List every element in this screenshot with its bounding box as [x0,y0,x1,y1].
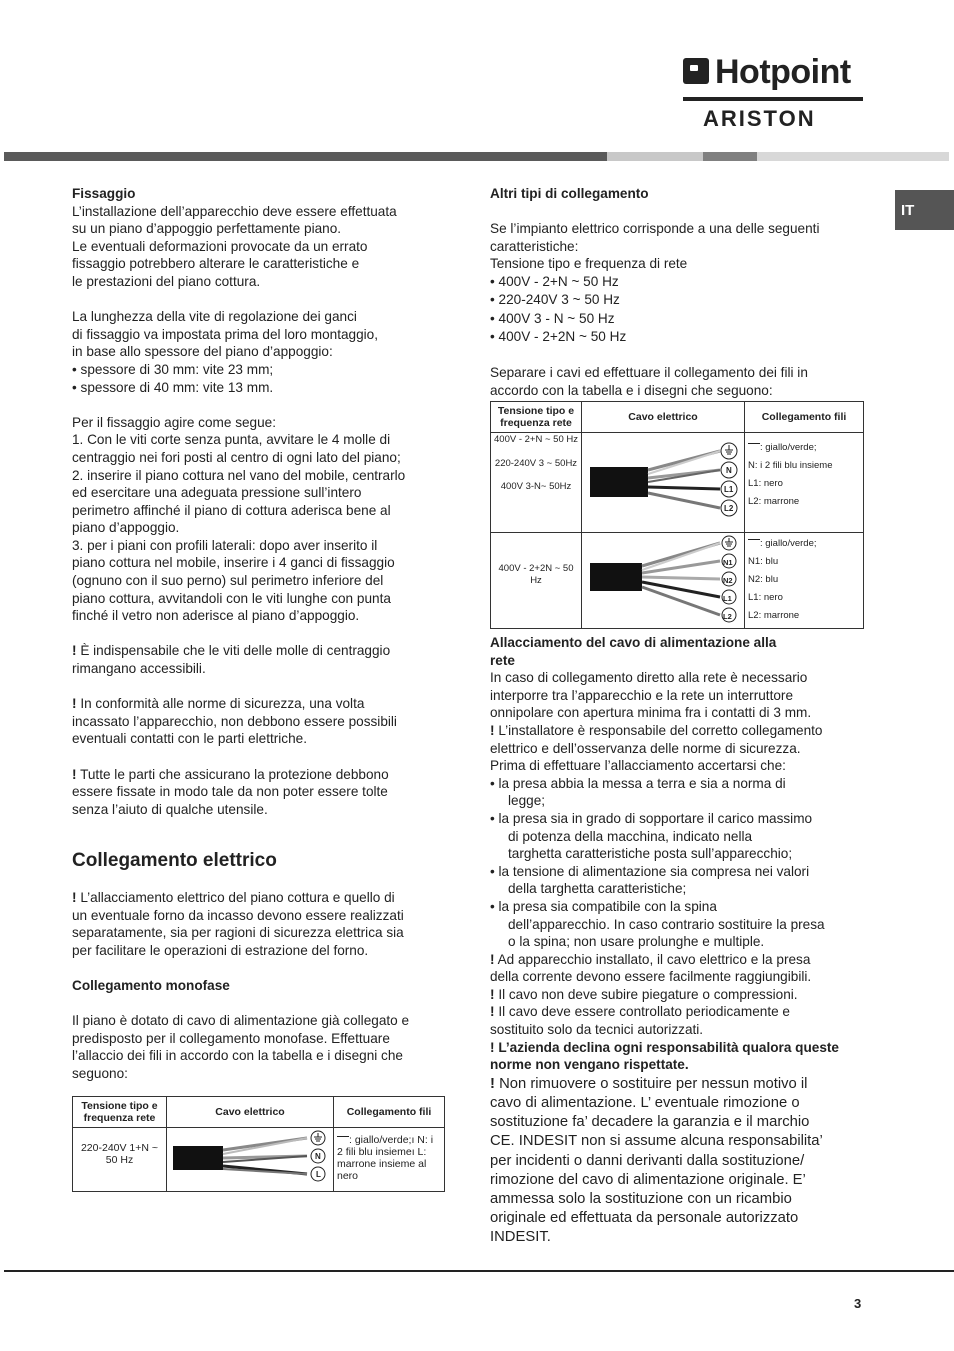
text-line: sostituito solo da tecnici autorizzati. [490,1022,704,1038]
header-band-light-2 [757,152,949,161]
bullet-item-cont: della targhetta caratteristiche; [508,881,687,897]
table-header: Tensione tipo e frequenza rete [73,1097,167,1128]
warning-line [490,986,865,1004]
bullet-item-cont: legge; [508,793,546,809]
text-line: Il piano è dotato di cavo di alimentazione già collegato e [72,1013,410,1029]
voltage-line: 400V - 2+N ~ 50 Hz [494,434,578,445]
cable-diagram-4wire [582,533,744,625]
header-band-light [607,152,703,161]
terminal-label: L [316,1170,321,1179]
text-line: un eventuale forno da incasso devono essere realizzati [72,907,404,923]
trifase-table [490,401,864,629]
text-line: su un piano d’appoggio perfettamente piano. [72,221,342,237]
bullet-item: • la presa abbia la messa a terra e sia a norma di [490,775,786,791]
text-line: incassato l’apparecchio, non debbono essere possibili [72,713,397,729]
table-cell-connection [334,1128,445,1192]
right-column [490,185,865,399]
warning-text: Ad apparecchio installato, il cavo elettrico e la presa [497,951,811,967]
bullet-item: • spessore di 40 mm: vite 13 mm. [72,379,274,395]
ground-icon [748,539,760,546]
bullet-item-cont: targhetta caratteristiche posta sull’apparecchio; [508,846,793,862]
allaccio-heading-2: rete [490,652,515,668]
brand-sub: ARISTON [703,106,816,131]
text-line: onnipolare con apertura minima fra i contatti di 3 mm. [490,705,812,721]
text-line: rimozione del cavo di alimentazione originale. E’ [490,1171,806,1188]
text-line: separatamente, sia per ragioni di sicurezza elettrica sia [72,925,404,941]
cable-diagram-3wire [582,433,744,529]
connection-line: : giallo/verde; [760,538,817,549]
cable-diagram-monofase [167,1128,333,1188]
hotpoint-logo-mark [683,58,709,84]
connection-line: : giallo/verde; [760,442,817,453]
terminal-label: N2 [723,576,733,585]
language-tab-label: IT [901,202,915,219]
terminal-label: N [315,1152,321,1161]
warning-mark: ! [72,643,77,659]
text-line: INDESIT. [490,1229,551,1246]
warning-line [72,642,452,660]
text-line: ammessa solo la sostituzione con un ricambio [490,1191,792,1208]
warning-text: Il cavo non deve subire piegature o compressioni. [498,986,798,1002]
text-line: 3. per i piani con profili laterali: dopo aver inserito il [72,537,378,553]
text-line: essere fissate in modo tale da non poter essere tolte [72,784,388,800]
text-line: eventuali contatti con le parti elettriche. [72,731,308,747]
table-header: Cavo elettrico [582,402,745,433]
bullet-item-cont: di potenza della macchina, indicato nella [508,828,753,844]
warning-line [72,766,452,784]
table-header: Collegamento fili [745,402,864,433]
text-line: Tensione tipo e frequenza di rete [490,256,688,272]
text-line: per incidenti o danni derivanti dalla sostituzione/ [490,1152,805,1169]
terminal-label: L1 [723,594,732,603]
cable-warning-block [490,1075,865,1248]
text-line: le prestazioni del piano cottura. [72,273,261,289]
cable-diagram-cell [167,1128,334,1192]
collegamento-heading: Collegamento elettrico [72,850,277,871]
terminal-label: L2 [724,504,734,513]
connection-line: L2: marrone [748,610,800,621]
text-line: finché il vetro non aderisce al piano d’appoggio. [72,608,360,624]
text-line: predisposto per il collegamento monofase. Effettuare [72,1030,390,1046]
warning-line [490,1003,865,1021]
bullet-item: • la tensione di alimentazione sia compresa nei valori [490,863,810,879]
text-line: della corrente devono essere facilmente raggiungibili. [490,969,812,985]
bullet-item: • la presa sia in grado di sopportare il carico massimo [490,810,813,826]
header-band-mid [703,152,757,161]
text-line: piano cottura, avvitandoli con le viti lunghe con punta [72,590,391,606]
terminal-label: N [726,466,732,475]
warning-line [490,951,865,969]
warning-mark: ! [490,1004,495,1020]
connection-line: N: i 2 fili blu insieme [748,460,833,471]
text-line: (ognuno con il suo perno) sul perimetro inferiore del [72,573,384,589]
text-line: fissaggio potrebbero alterare le caratteristiche e [72,256,360,272]
table-cell-connection [745,533,864,629]
text-line: 1. Con le viti corte senza punta, avvitare le 4 molle di [72,432,391,448]
voltage-line: 220-240V 3 ~ 50Hz [494,457,578,469]
warning-text: L’allacciamento elettrico del piano cottura e quello di [80,890,395,905]
text-line-bold: norme non vengano rispettate. [490,1057,689,1073]
terminal-label: L2 [723,612,732,621]
footer-rule [4,1270,954,1272]
cable-diagram-cell [582,533,745,629]
table-cell-voltage [491,433,582,533]
text-line: per facilitare le operazioni di estrazione del forno. [72,942,369,958]
warning-text: Il cavo deve essere controllato periodicamente e [498,1004,790,1020]
text-line: L’installazione dell’apparecchio deve essere effettuata [72,203,397,219]
bullet-item: • 400V 3 - N ~ 50 Hz [490,310,615,326]
table-header: Collegamento fili [334,1097,445,1128]
voltage-line: 400V 3-N~ 50Hz [500,481,572,492]
table-header: Tensione tipo e frequenza rete [491,402,582,433]
warning-mark: ! [72,890,77,905]
connection-line: N2: blu [748,574,779,585]
warning-text: L’azienda declina ogni responsabilità qualora queste [498,1039,839,1055]
text-line: 2. inserire il piano cottura nel vano del mobile, centrarlo [72,467,406,483]
warning-mark: ! [72,766,77,782]
text-line: l’allaccio dei fili in accordo con la tabella e i disegni che [72,1048,403,1064]
text-line: seguono: [72,1065,128,1081]
warning-mark: ! [490,722,495,738]
text-line: accordo con la tabella e i disegni che seguono: [490,382,773,398]
text-line: In caso di collegamento diretto alla rete è necessario [490,670,808,686]
warning-line-bold [490,1039,865,1057]
bullet-item: • 400V - 2+N ~ 50 Hz [490,273,619,289]
table-cell-connection [745,433,864,533]
bullet-item-cont: dell’apparecchio. In caso contrario sostituire la presa [508,916,825,932]
bullet-item-cont: o la spina; non usare prolunghe e multiple. [508,934,765,950]
text-line: caratteristiche: [490,238,579,254]
text-line: CE. INDESIT non si assume alcuna responsabilita’ [490,1133,823,1150]
altri-heading: Altri tipi di collegamento [490,186,649,201]
text-line: di fissaggio va impostata prima del loro montaggio, [72,326,379,342]
bullet-item: • 400V - 2+2N ~ 50 Hz [490,329,627,345]
allaccio-heading: Allacciamento del cavo di alimentazione alla [490,635,777,650]
table-header: Cavo elettrico [167,1097,334,1128]
warning-text: L’installatore è responsabile del corretto collegamento [498,722,823,738]
table-cell-voltage: 220-240V 1+N ~ 50 Hz [73,1128,167,1192]
text-line: in base allo spessore del piano d’appoggio: [72,344,333,360]
warning-line [490,722,865,740]
text-line: La lunghezza della vite di regolazione dei ganci [72,309,357,325]
warning-line [490,1075,865,1094]
terminal-label: L1 [724,485,734,494]
text-line: perimetro affinché il piano di cottura aderisca bene al [72,502,391,518]
text-line: centraggio nei fori posti al centro di ogni lato del piano; [72,449,401,465]
ground-icon [748,443,760,450]
text-line: originale ed effettuata da personale autorizzato [490,1210,799,1227]
table-cell-voltage: 400V - 2+2N ~ 50 Hz [491,533,582,629]
warning-mark: ! [490,986,495,1002]
connection-line: L1: nero [748,592,783,603]
text-line: Per il fissaggio agire come segue: [72,414,277,430]
monofase-table [72,1096,445,1192]
connection-line: N1: blu [748,556,779,567]
warning-mark: ! [490,1075,495,1092]
text-line: senza l’aiuto di qualche utensile. [72,801,268,817]
connection-line: L1: nero [748,478,783,489]
text-line: cavo di alimentazione. L’ eventuale rimozione o [490,1095,800,1112]
fissaggio-heading: Fissaggio [72,186,136,201]
bullet-item: • spessore di 30 mm: vite 23 mm; [72,361,274,377]
text-line: piano cottura nel mobile, inserire i 4 ganci di fissaggio [72,555,395,571]
warning-text: Tutte le parti che assicurano la protezione debbono [80,766,389,782]
text-line: Le eventuali deformazioni provocate da un errato [72,238,368,254]
text-line: interporre tra l’apparecchio e la rete un interruttore [490,687,793,703]
ground-icon [337,1136,349,1145]
warning-text: Non rimuovere o sostituire per nessun motivo il [499,1075,808,1092]
brand-name: Hotpoint [715,53,851,91]
warning-line [72,889,452,907]
warning-line [72,695,452,713]
right-column-lower [490,634,865,1248]
text-line: sostituzione fa’ decadere la garanzia e il marchio [490,1114,810,1131]
warning-text: In conformità alle norme di sicurezza, una volta [80,696,365,712]
warning-text: È indispensabile che le viti delle molle di centraggio [80,643,391,659]
text-line: rimangano accessibili. [72,661,206,677]
warning-mark: ! [490,1039,495,1055]
logo-divider [683,97,863,101]
text-line: ed esercitare una adeguata pressione sull’intero [72,485,362,501]
page-number: 3 [854,1296,862,1311]
connection-line: L2: marrone [748,496,800,507]
text-line: Prima di effettuare l’allacciamento accertarsi che: [490,758,786,774]
header-band-dark [4,152,607,161]
bullet-item: • la presa sia compatibile con la spina [490,898,717,914]
warning-mark: ! [490,951,495,967]
bullet-item: • 220-240V 3 ~ 50 Hz [490,292,620,308]
text-line: piano d’appoggio. [72,520,180,536]
left-column [72,185,452,818]
warning-mark: ! [72,696,77,712]
terminal-label: N1 [723,558,733,567]
cable-diagram-cell [582,433,745,533]
left-column-lower [72,889,452,1083]
text-line: Se l’impianto elettrico corrisponde a una delle seguenti [490,221,820,237]
text-line: Separare i cavi ed effettuare il collegamento dei fili in [490,365,808,381]
connection-text: : giallo/verde;ı N: i 2 fili blu insiemeı L: marrone insieme al nero [337,1134,434,1182]
text-line: elettrico e dell’osservanza delle norme di sicurezza. [490,740,801,756]
monofase-heading: Collegamento monofase [72,977,230,993]
language-tab [895,190,954,230]
